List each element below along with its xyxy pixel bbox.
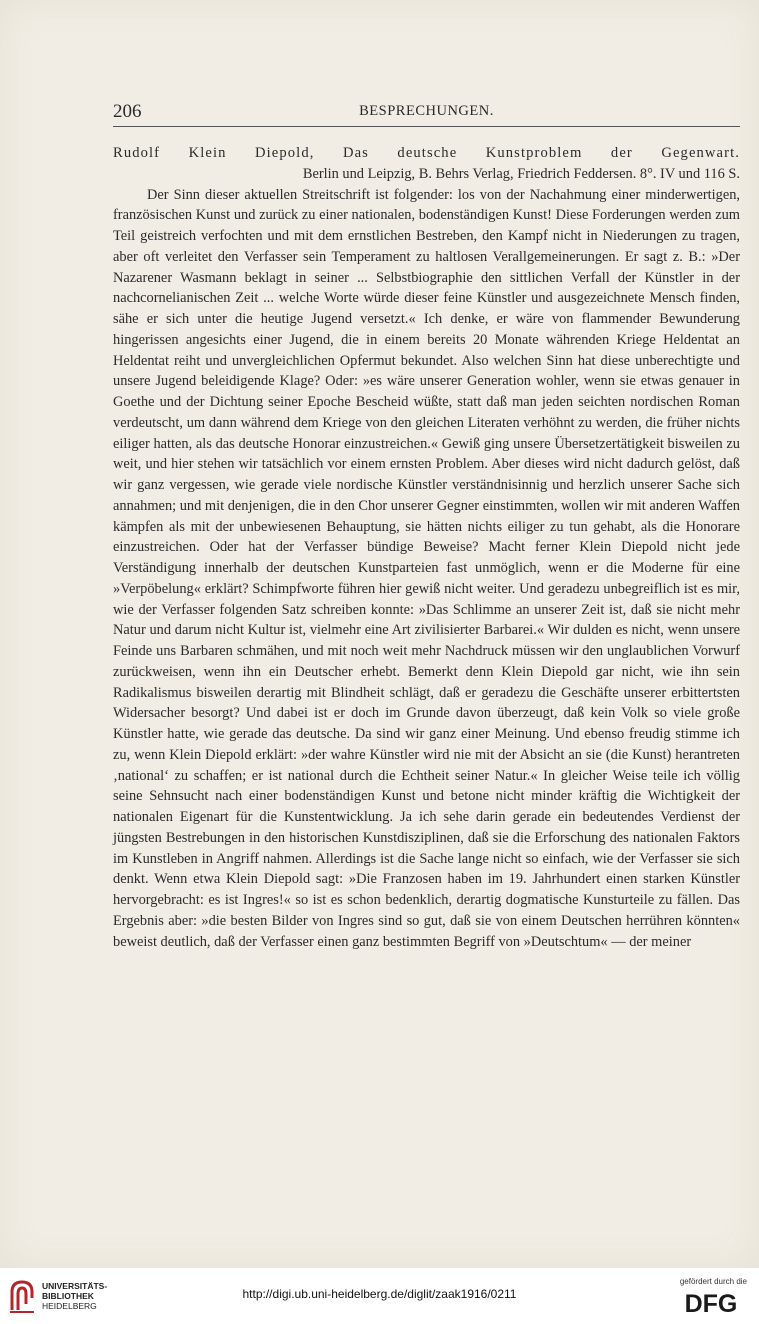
footer-bar [0,1268,759,1324]
review-title: Rudolf Klein Diepold, Das deutsche Kunstproblem der Gegenwart. [113,145,740,161]
library-name-line2: BIBLIOTHEK [42,1291,94,1301]
permalink-url[interactable]: http://digi.ub.uni-heidelberg.de/diglit/zaak1916/0211 [242,1287,517,1301]
review-article [113,143,740,952]
library-name-line3: HEIDELBERG [42,1301,97,1311]
review-body: Der Sinn dieser aktuellen Streitschrift ist folgender: los von der Nachahmung einer minderwertigen, französischen Kunst und zurück zu einer nationalen, bodenständigen Kunst! Diese Forderungen werden zum Teil geistreich verfochten und mit dem ernstlichen Bestreben, den Kampf nicht in Niederungen zu tragen, aber oft verleitet den Verfasser sein Temperament zu haltlosen Verallgemeinerungen. Er sagt z. B.: »Der Nazarener Wasmann beklagt in seiner ... Selbstbiographie den sittlichen Verfall der Künstler in der nachcornelianischen Zeit ... welche Worte würde dieser feine Künstler und ausgezeichnete Mensch finden, sähe er sich unter die heutige Jugend versetzt.« Ich denke, er wäre von flammender Bewunderung hingerissen angesichts einer Jugend, die in einem bereits 20 Monate währenden Kriege Heldentat an Heldentat reiht und unvergleichlichen Opfermut bekundet. Also welchen Sinn hat diese unberechtigte und unsere Jugend beleidigende Klage? Oder: »es wäre unserer Generation wohler, wenn sie etwas genauer in Goethe und der Dichtung seiner Epoche Bescheid wüßte, statt daß man jeden seichten nordischen Roman verdeutscht, um dann während dem Kriege von den gleichen Literaten verhöhnt zu werden, die früher nichts eiliger hatten, als das deutsche Honorar einzustreichen.« Gewiß ging unsere Übersetzertätigkeit bisweilen zu weit, und hier stehen wir tatsächlich vor einem ernsten Problem. Aber dieses wird nicht dadurch gelöst, daß wir ganz vergessen, wie gerade viele nordische Künstler verständnisinnig und herzlich unserer Sache sich annahmen; und mit denjenigen, die in den Chor unserer Gegner einstimmten, wollen wir mit anderen Waffen kämpfen als mit der unbewiesenen Behauptung, sie hätten nichts eiliger zu tun gehabt, als die Honorare einzustreichen. Oder hat der Verfasser bündige Beweise? Macht ferner Klein Diepold nicht jede Verständigung innerhalb der deutschen Kunstparteien fast unmöglich, wenn er die Moderne für eine »Verpöbelung« erklärt? Schimpfworte führen hier gewiß nicht weiter. Und geradezu unbegreiflich ist es mir, wie der Verfasser folgenden Satz schreiben konnte: »Das Schlimme an unserer Zeit ist, daß sie nicht mehr Natur und darum nicht Kultur ist, vielmehr eine Art zivilisierter Barbarei.« Wir dulden es nicht, wenn unsere Feinde uns Barbaren schmähen, und mit noch weit mehr Nachdruck müssen wir den unglaublichen Vorwurf zurückweisen, wenn ihn ein Deutscher erhebt. Bemerkt denn Klein Diepold gar nicht, wie ihn sein Radikalismus bisweilen derartig mit Blindheit schlägt, daß er geradezu die Geschäfte unserer erbittertsten Widersacher besorgt? Und dabei ist er doch im Grunde davon überzeugt, daß kein Volk so viele große Künstler hatte, wie gerade das deutsche. Da sind wir ganz einer Meinung. Und ebenso freudig stimme ich zu, wenn Klein Diepold erklärt: »der wahre Künstler wird nie mit der Absicht an sie (die Kunst) herantreten ‚national‘ zu schaffen; er ist national durch die Echtheit seiner Natur.« In gleicher Weise teile ich völlig seine Sehnsucht nach einer bodenständigen Kunst und betone nicht minder kräftig die Wichtigkeit der nationalen Eigenart für die Kunstentwicklung. Ja ich sehe darin gerade ein bedeutendes Verdienst der jüngsten Bestrebungen in den historischen Kunstdisziplinen, daß sie die Erforschung des nationalen Faktors im Kunstleben in Angriff nahmen. Allerdings ist die Sache lange nicht so einfach, wie der Verfasser sie sich denkt. Wenn etwa Klein Diepold sagt: »Die Franzosen haben im 19. Jahrhundert einen starken Künstler hervorgebracht: es ist Ingres!« so ist es schon bedenklich, derartig dogmatische Kunsturteile zu fällen. Das Ergebnis aber: »die besten Bilder von Ingres sind so gut, daß sie von einem Deutschen herrühren könnten« beweist deutlich, daß der Verfasser einen ganz bestimmten Begriff von »Deutschtum« — der meiner [113,186,740,950]
dfg-logo-icon [675,1290,747,1316]
page-number: 206 [113,101,142,122]
funded-by-label: gefördert durch die [679,1277,747,1286]
library-name-line1: UNIVERSITÄTS- [42,1281,108,1291]
review-publication-info: Berlin und Leipzig, B. Behrs Verlag, Friedrich Feddersen. 8°. IV und 116 S. [302,165,740,182]
running-head: BESPRECHUNGEN. [359,103,494,119]
page-header [113,100,740,127]
dfg-logo-text: DFG [684,1290,738,1316]
